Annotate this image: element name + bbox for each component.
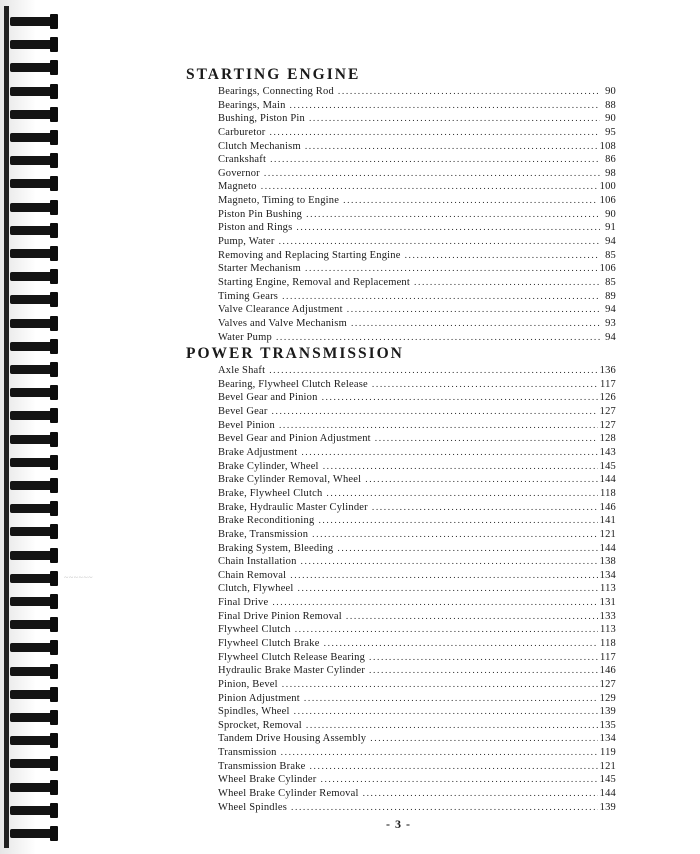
entry-page-number: 121 (599, 760, 616, 772)
index-entry (218, 623, 616, 637)
dot-leader (320, 774, 597, 788)
entry-label: Brake, Flywheel Clutch (218, 487, 323, 499)
binding-coil (10, 82, 60, 100)
page-number: - 3 - (386, 817, 411, 831)
index-entry (218, 262, 616, 276)
entry-page-number: 139 (599, 706, 616, 718)
entry-page-number: 144 (599, 474, 616, 486)
entry-page-number: 127 (599, 678, 616, 690)
entry-page-number: 128 (599, 433, 616, 445)
dot-leader (363, 788, 598, 802)
binding-coil (10, 754, 60, 772)
index-entry (218, 773, 616, 787)
index-entry (218, 303, 616, 317)
binding-coil (10, 592, 60, 610)
entry-page-number: 94 (605, 304, 616, 316)
dot-leader (264, 168, 600, 182)
index-entry (218, 569, 616, 583)
dot-leader (343, 195, 598, 209)
index-list-power-transmission (186, 364, 616, 814)
index-entry (218, 610, 616, 624)
entry-label: Carburetor (218, 126, 266, 138)
dot-leader (290, 100, 600, 114)
entry-label: Final Drive (218, 597, 269, 609)
dot-leader (312, 529, 597, 543)
entry-page-number: 106 (599, 195, 616, 207)
index-entry (218, 637, 616, 651)
entry-label: Spindles, Wheel (218, 706, 290, 718)
entry-page-number: 108 (599, 140, 616, 152)
index-entry (218, 555, 616, 569)
entry-label: Valves and Valve Mechanism (218, 317, 347, 329)
entry-page-number: 134 (599, 733, 616, 745)
binding-coil (10, 221, 60, 239)
entry-page-number: 126 (599, 392, 616, 404)
entry-label: Clutch, Flywheel (218, 583, 294, 595)
entry-page-number: 100 (599, 181, 616, 193)
index-entry (218, 746, 616, 760)
entry-page-number: 117 (600, 651, 616, 663)
binding-coil (10, 128, 60, 146)
index-entry (218, 140, 616, 154)
index-entry (218, 180, 616, 194)
entry-label: Transmission Brake (218, 760, 306, 772)
binding-spine (4, 6, 9, 848)
dot-leader (272, 406, 598, 420)
binding-coil (10, 615, 60, 633)
dot-leader (279, 420, 598, 434)
dot-leader (326, 488, 598, 502)
entry-label: Wheel Spindles (218, 801, 287, 813)
index-entry (218, 276, 616, 290)
entry-page-number: 90 (605, 113, 616, 125)
entry-label: Bevel Gear and Pinion Adjustment (218, 433, 371, 445)
dot-leader (372, 379, 598, 393)
index-entry (218, 290, 616, 304)
binding-coil (10, 337, 60, 355)
index-entry (218, 692, 616, 706)
entry-label: Brake Cylinder, Wheel (218, 460, 319, 472)
binding-coil (10, 198, 60, 216)
entry-page-number: 91 (605, 222, 616, 234)
dot-leader (290, 570, 597, 584)
entry-label: Clutch Mechanism (218, 140, 301, 152)
entry-label: Chain Installation (218, 556, 297, 568)
dot-leader (294, 706, 598, 720)
entry-page-number: 145 (599, 774, 616, 786)
entry-label: Brake Cylinder Removal, Wheel (218, 474, 362, 486)
binding-coil (10, 360, 60, 378)
index-entry (218, 542, 616, 556)
entry-page-number: 106 (599, 263, 616, 275)
dot-leader (324, 638, 598, 652)
dot-leader (369, 652, 598, 666)
entry-page-number: 119 (600, 747, 616, 759)
index-list-starting-engine (186, 85, 616, 344)
binding-coil (10, 569, 60, 587)
entry-page-number: 138 (599, 556, 616, 568)
index-entry (218, 364, 616, 378)
entry-page-number: 94 (605, 331, 616, 343)
entry-page-number: 146 (599, 501, 616, 513)
entry-page-number: 98 (605, 167, 616, 179)
dot-leader (295, 624, 598, 638)
section-title-power-transmission: POWER TRANSMISSION (186, 345, 404, 363)
binding-coil (10, 685, 60, 703)
entry-page-number: 145 (599, 460, 616, 472)
binding-coil (10, 314, 60, 332)
index-entry (218, 419, 616, 433)
binding-coil (10, 105, 60, 123)
index-entry (218, 473, 616, 487)
index-entry (218, 678, 616, 692)
dot-leader (305, 141, 598, 155)
binding-coil (10, 476, 60, 494)
entry-label: Bevel Gear and Pinion (218, 392, 318, 404)
dot-leader (338, 86, 600, 100)
paper-smudge: ~~~~~~ (64, 573, 93, 582)
entry-page-number: 117 (600, 378, 616, 390)
entry-label: Braking System, Bleeding (218, 542, 334, 554)
table-of-contents (186, 66, 616, 814)
dot-leader (282, 291, 600, 305)
index-entry (218, 112, 616, 126)
entry-page-number: 143 (599, 447, 616, 459)
dot-leader (372, 502, 598, 516)
dot-leader (281, 747, 598, 761)
dot-leader (346, 611, 598, 625)
entry-page-number: 118 (600, 487, 616, 499)
entry-page-number: 94 (605, 236, 616, 248)
index-entry (218, 99, 616, 113)
entry-label: Flywheel Clutch Release Bearing (218, 651, 366, 663)
dot-leader (347, 304, 600, 318)
entry-page-number: 131 (599, 597, 616, 609)
index-entry (218, 501, 616, 515)
entry-page-number: 113 (600, 583, 616, 595)
entry-page-number: 90 (605, 86, 616, 97)
entry-label: Hydraulic Brake Master Cylinder (218, 665, 366, 677)
dot-leader (309, 113, 600, 127)
entry-page-number: 134 (599, 569, 616, 581)
binding-coil (10, 174, 60, 192)
index-entry (218, 85, 616, 99)
dot-leader (370, 733, 597, 747)
entry-page-number: 86 (605, 154, 616, 166)
entry-label: Tandem Drive Housing Assembly (218, 733, 367, 745)
index-entry (218, 760, 616, 774)
binding-coil (10, 430, 60, 448)
entry-page-number: 139 (599, 801, 616, 813)
index-entry (218, 528, 616, 542)
binding-coil (10, 290, 60, 308)
entry-label: Bushing, Piston Pin (218, 113, 305, 125)
binding-coil (10, 638, 60, 656)
binding-coil (10, 708, 60, 726)
dot-leader (337, 543, 597, 557)
binding-coil (10, 383, 60, 401)
binding-coil (10, 151, 60, 169)
dot-leader (323, 461, 598, 475)
dot-leader (405, 250, 600, 264)
entry-label: Wheel Brake Cylinder (218, 774, 317, 786)
dot-leader (369, 665, 598, 679)
entry-page-number: 127 (599, 419, 616, 431)
dot-leader (291, 802, 598, 816)
dot-leader (375, 433, 598, 447)
binding-coil (10, 522, 60, 540)
entry-page-number: 85 (605, 276, 616, 288)
dot-leader (276, 332, 600, 346)
dot-leader (272, 597, 597, 611)
index-entry (218, 208, 616, 222)
entry-label: Brake, Hydraulic Master Cylinder (218, 501, 368, 513)
binding-coil (10, 731, 60, 749)
entry-page-number: 127 (599, 406, 616, 418)
entry-page-number: 141 (599, 515, 616, 527)
dot-leader (318, 515, 597, 529)
binding-coil (10, 244, 60, 262)
entry-label: Magneto (218, 181, 257, 193)
dot-leader (282, 679, 598, 693)
entry-page-number: 118 (600, 637, 616, 649)
dot-leader (322, 392, 598, 406)
entry-page-number: 146 (599, 665, 616, 677)
entry-label: Wheel Brake Cylinder Removal (218, 788, 359, 800)
entry-page-number: 93 (605, 317, 616, 329)
entry-label: Pump, Water (218, 236, 275, 248)
binding-coil (10, 778, 60, 796)
entry-page-number: 95 (605, 126, 616, 138)
binding-coil (10, 453, 60, 471)
index-entry (218, 787, 616, 801)
entry-label: Bearings, Main (218, 99, 286, 111)
entry-label: Water Pump (218, 331, 272, 343)
dot-leader (304, 693, 598, 707)
entry-label: Governor (218, 167, 260, 179)
entry-page-number: 144 (599, 788, 616, 800)
dot-leader (301, 447, 597, 461)
entry-label: Pinion Adjustment (218, 692, 300, 704)
index-entry (218, 705, 616, 719)
binding-coil (10, 546, 60, 564)
entry-label: Piston and Rings (218, 222, 293, 234)
index-entry (218, 582, 616, 596)
entry-label: Brake Adjustment (218, 447, 298, 459)
entry-label: Pinion, Bevel (218, 678, 278, 690)
index-entry (218, 405, 616, 419)
index-entry (218, 651, 616, 665)
dot-leader (305, 263, 598, 277)
entry-page-number: 136 (599, 365, 616, 377)
entry-label: Removing and Replacing Starting Engine (218, 249, 401, 261)
dot-leader (298, 583, 599, 597)
binding-coil (10, 662, 60, 680)
dot-leader (269, 127, 600, 141)
binding-coil (10, 499, 60, 517)
entry-label: Brake Reconditioning (218, 515, 315, 527)
entry-label: Flywheel Clutch Brake (218, 637, 320, 649)
entry-label: Sprocket, Removal (218, 719, 302, 731)
index-entry (218, 801, 616, 815)
entry-page-number: 129 (599, 692, 616, 704)
binding-coil (10, 35, 60, 53)
index-entry (218, 487, 616, 501)
index-entry (218, 378, 616, 392)
entry-page-number: 113 (600, 624, 616, 636)
dot-leader (270, 154, 600, 168)
dot-leader (261, 181, 598, 195)
section-title-starting-engine: STARTING ENGINE (186, 66, 361, 83)
dot-leader (279, 236, 600, 250)
index-entry (218, 167, 616, 181)
dot-leader (414, 277, 600, 291)
binding-coil (10, 58, 60, 76)
index-entry (218, 391, 616, 405)
index-entry (218, 719, 616, 733)
entry-page-number: 89 (605, 290, 616, 302)
binding-coil (10, 801, 60, 819)
binding-coil (10, 406, 60, 424)
entry-page-number: 90 (605, 208, 616, 220)
index-entry (218, 331, 616, 345)
entry-label: Chain Removal (218, 569, 287, 581)
entry-page-number: 88 (605, 99, 616, 111)
index-entry (218, 460, 616, 474)
index-entry (218, 194, 616, 208)
entry-label: Bevel Pinion (218, 419, 275, 431)
dot-leader (306, 209, 600, 223)
index-entry (218, 126, 616, 140)
binding-coil (10, 824, 60, 842)
index-entry (218, 432, 616, 446)
entry-label: Axle Shaft (218, 365, 266, 377)
entry-label: Bearing, Flywheel Clutch Release (218, 378, 368, 390)
index-entry (218, 249, 616, 263)
index-entry (218, 317, 616, 331)
entry-page-number: 85 (605, 249, 616, 261)
dot-leader (269, 365, 597, 379)
index-entry (218, 596, 616, 610)
spiral-binding (0, 0, 70, 854)
entry-page-number: 144 (599, 542, 616, 554)
entry-page-number: 135 (599, 719, 616, 731)
entry-page-number: 121 (599, 528, 616, 540)
entry-label: Bearings, Connecting Rod (218, 86, 334, 97)
dot-leader (365, 474, 597, 488)
index-entry (218, 153, 616, 167)
binding-coil (10, 12, 60, 30)
entry-label: Starting Engine, Removal and Replacement (218, 276, 410, 288)
entry-label: Transmission (218, 747, 277, 759)
entry-label: Flywheel Clutch (218, 624, 291, 636)
entry-label: Bevel Gear (218, 406, 268, 418)
index-entry (218, 235, 616, 249)
entry-label: Valve Clearance Adjustment (218, 304, 343, 316)
entry-label: Piston Pin Bushing (218, 208, 303, 220)
index-entry (218, 732, 616, 746)
entry-label: Starter Mechanism (218, 263, 302, 275)
index-entry (218, 221, 616, 235)
dot-leader (306, 720, 598, 734)
entry-label: Magneto, Timing to Engine (218, 195, 340, 207)
entry-label: Brake, Transmission (218, 528, 309, 540)
entry-label: Timing Gears (218, 290, 279, 302)
dot-leader (301, 556, 598, 570)
dot-leader (310, 761, 598, 775)
entry-label: Final Drive Pinion Removal (218, 610, 342, 622)
index-entry (218, 446, 616, 460)
index-entry (218, 514, 616, 528)
dot-leader (296, 222, 600, 236)
entry-page-number: 133 (599, 610, 616, 622)
entry-label: Crankshaft (218, 154, 267, 166)
index-entry (218, 664, 616, 678)
binding-coil (10, 267, 60, 285)
dot-leader (351, 318, 600, 332)
